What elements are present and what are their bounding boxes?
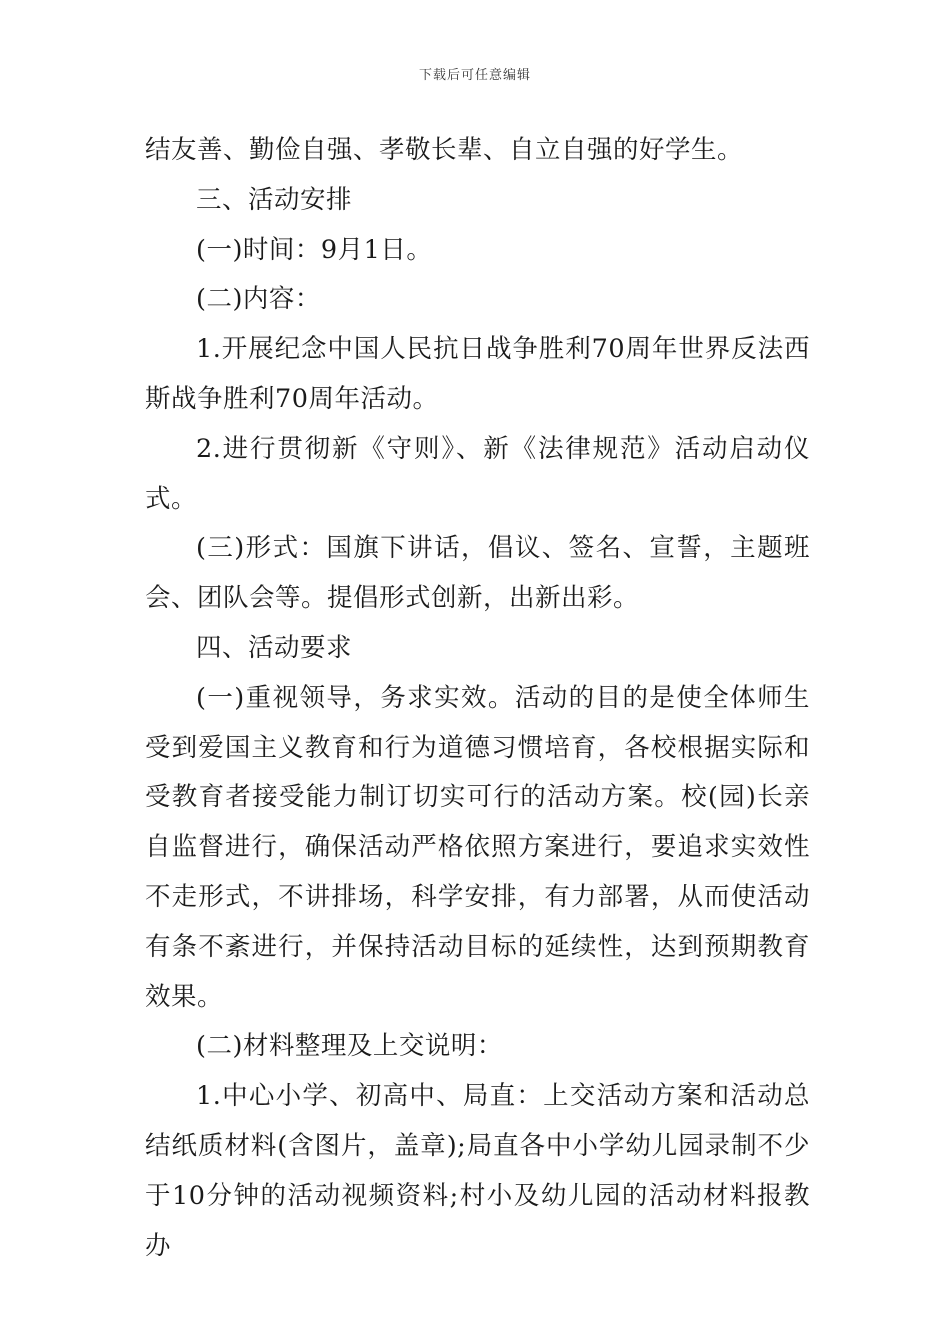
paragraph-submission-item-1: 1.中心小学、初高中、局直：上交活动方案和活动总结纸质材料(含图片，盖章);局直各中小学幼儿园录制不少于10分钟的活动视频资料;村小及幼儿园的活动材料报教办: [145, 1081, 810, 1261]
paragraph-requirement-1: (一)重视领导，务求实效。活动的目的是使全体师生受到爱国主义教育和行为道德习惯培育，各校根据实际和受教育者接受能力制订切实可行的活动方案。校(园)长亲自监督进行，确保活动严格依照方案进行，要追求实效性不走形式，不讲排场，科学安排，有力部署，从而使活动有条不紊进行，并保持活动目标的延续性，达到预期教育效果。: [145, 682, 810, 1012]
document-body: [145, 126, 810, 1271]
paragraph-1: 结友善、勤俭自强、孝敬长辈、自立自强的好学生。: [145, 135, 744, 165]
section-heading-3: 三、活动安排: [196, 184, 353, 215]
paragraph-format: (三)形式：国旗下讲话，倡议、签名、宣誓，主题班会、团队会等。提倡形式创新，出新出彩。: [145, 533, 810, 614]
paragraph-time: (一)时间：9月1日。: [196, 234, 433, 265]
page-header-note: 下载后可任意编辑: [418, 68, 531, 83]
paragraph-requirement-2-label: (二)材料整理及上交说明：: [196, 1031, 503, 1062]
paragraph-content-item-2: 2.进行贯彻新《守则》、新《法律规范》活动启动仪式。: [145, 433, 810, 514]
paragraph-content-item-1: 1.开展纪念中国人民抗日战争胜利70周年世界反法西斯战争胜利70周年活动。: [145, 334, 810, 414]
section-heading-4: 四、活动要求: [196, 632, 353, 663]
paragraph-content-label: (二)内容：: [196, 284, 321, 315]
